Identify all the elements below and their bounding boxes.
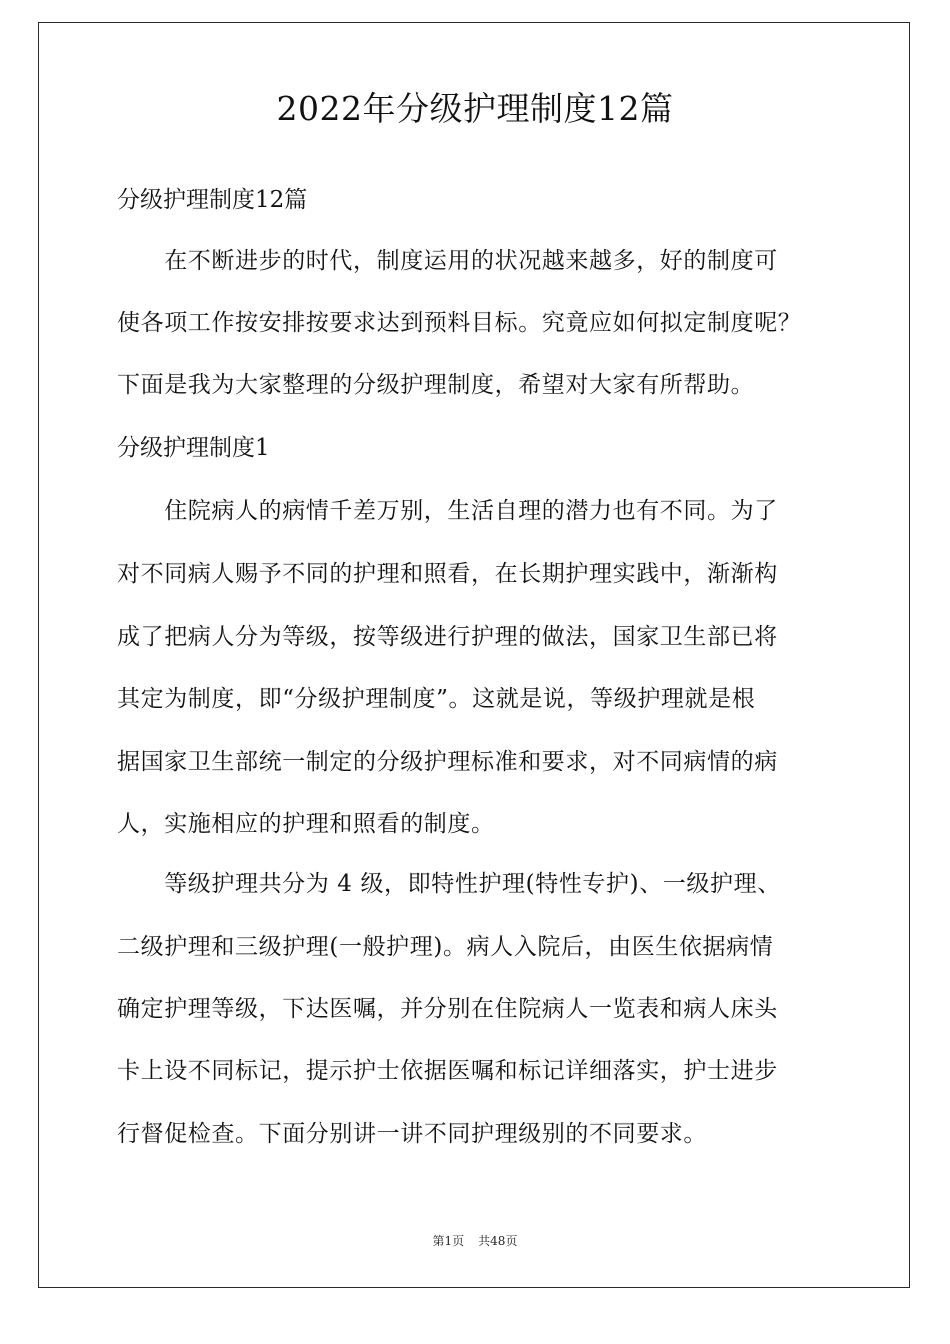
document-subtitle: 分级护理制度12篇 bbox=[117, 187, 308, 213]
page-footer bbox=[0, 1233, 950, 1249]
paragraph-line: 据国家卫生部统一制定的分级护理标准和要求，对不同病情的病 bbox=[117, 749, 778, 775]
page-number: 第1页 bbox=[432, 1234, 465, 1248]
intro-line: 下面是我为大家整理的分级护理制度，希望对大家有所帮助。 bbox=[117, 372, 755, 398]
paragraph-line: 二级护理和三级护理(一般护理)。病人入院后，由医生依据病情 bbox=[117, 934, 774, 960]
document-title: 2022年分级护理制度12篇 bbox=[276, 89, 674, 128]
paragraph-line: 确定护理等级，下达医嘱，并分别在住院病人一览表和病人床头 bbox=[117, 996, 778, 1022]
paragraph-line: 人，实施相应的护理和照看的制度。 bbox=[117, 811, 495, 837]
intro-line: 在不断进步的时代，制度运用的状况越来越多，好的制度可 bbox=[117, 248, 778, 274]
paragraph-line: 其定为制度，即“分级护理制度”。这就是说，等级护理就是根 bbox=[117, 686, 756, 712]
paragraph-line: 成了把病人分为等级，按等级进行护理的做法，国家卫生部已将 bbox=[117, 624, 778, 650]
paragraph-line: 等级护理共分为 4 级，即特性护理(特性专护)、一级护理、 bbox=[117, 871, 781, 897]
intro-line: 使各项工作按安排按要求达到预料目标。究竟应如何拟定制度呢？ bbox=[117, 310, 802, 336]
page-total: 共48页 bbox=[478, 1234, 518, 1248]
paragraph-line: 行督促检查。下面分别讲一讲不同护理级别的不同要求。 bbox=[117, 1121, 707, 1147]
section-heading: 分级护理制度1 bbox=[117, 435, 270, 461]
paragraph-line: 卡上设不同标记，提示护士依据医嘱和标记详细落实，护士进步 bbox=[117, 1058, 778, 1084]
paragraph-line: 对不同病人赐予不同的护理和照看，在长期护理实践中，渐渐构 bbox=[117, 561, 778, 587]
paragraph-line: 住院病人的病情千差万别，生活自理的潜力也有不同。为了 bbox=[117, 498, 778, 524]
